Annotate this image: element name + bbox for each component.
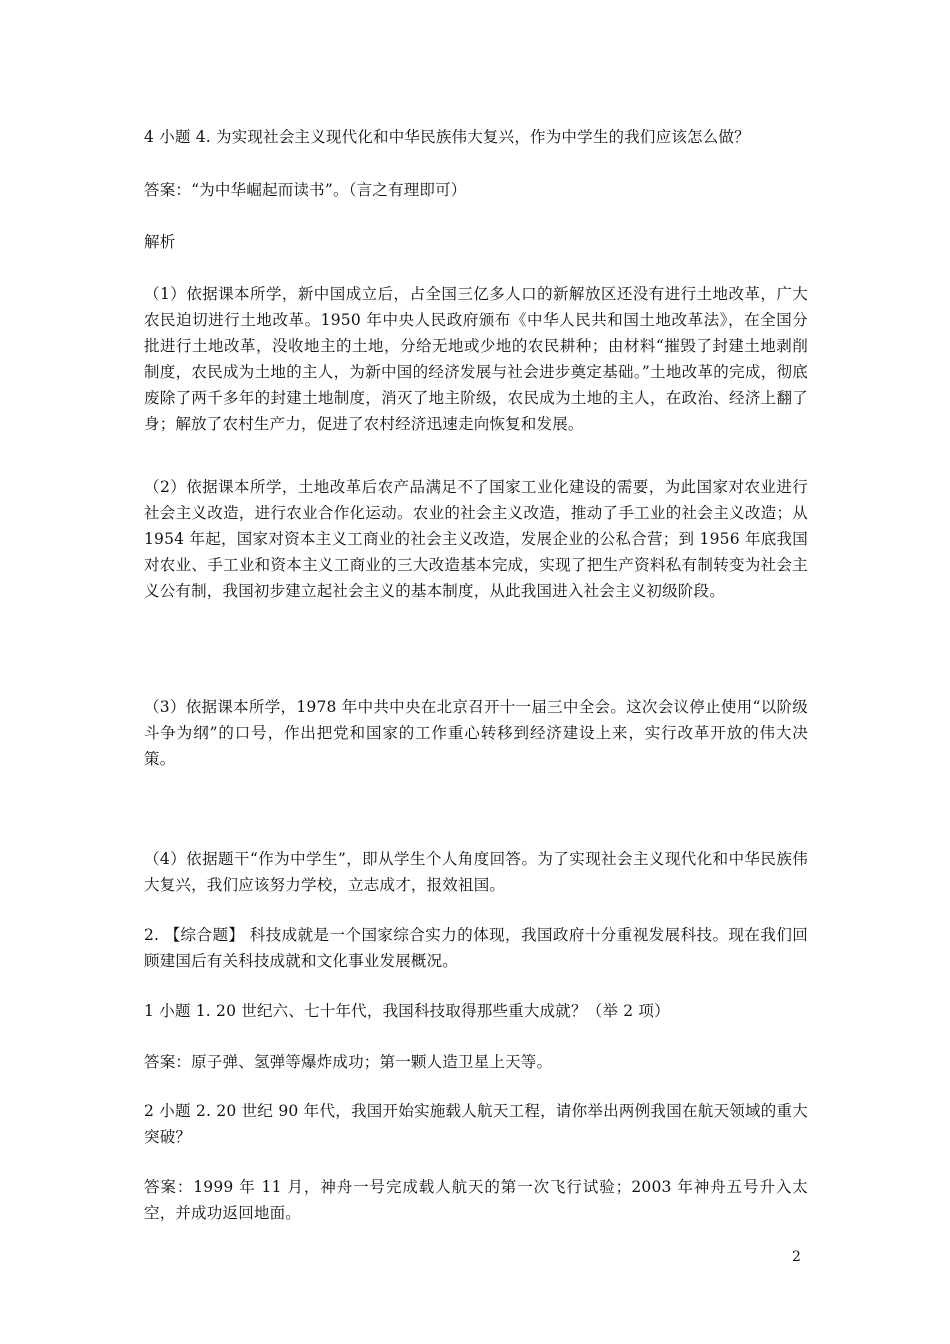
analysis-part-3: （3）依据课本所学，1978 年中共中央在北京召开十一届三中全会。这次会议停止使用“以阶级斗争为纲”的口号，作出把党和国家的工作重心转移到经济建设上来，实行改革开放的伟大决策。 xyxy=(144,698,808,768)
question-2-intro: 2. 【综合题】 科技成就是一个国家综合实力的体现，我国政府十分重视发展科技。现在我们回顾建国后有关科技成就和文化事业发展概况。 xyxy=(144,926,808,970)
analysis-part-2: （2）依据课本所学，土地改革后农产品满足不了国家工业化建设的需要，为此国家对农业进行社会主义改造，进行农业合作化运动。农业的社会主义改造，推动了手工业的社会主义改造；从 1954 年起，国家对资本主义工商业的社会主义改造，发展企业的公私合营；到 1956 年底我国对农业、手工业和资本主义工商业的三大改造基本完成，实现了把生产资料私有制转变为社会主义公有制，我国初步建立起社会主义的基本制度，从此我国进入社会主义初级阶段。 xyxy=(144,478,808,600)
analysis-part-1: （1）依据课本所学，新中国成立后，占全国三亿多人口的新解放区还没有进行土地改革，广大农民迫切进行土地改革。1950 年中央人民政府颁布《中华人民共和国土地改革法》，在全国分批进行土地改革，没收地主的土地，分给无地或少地的农民耕种；由材料“摧毁了封建土地剥削制度，农民成为土地的主人，为新中国的经济发展与社会进步奠定基础。”土地改革的完成，彻底废除了两千多年的封建土地制度，消灭了地主阶级，农民成为土地的主人，在政治、经济上翻了身；解放了农村生产力，促进了农村经济迅速走向恢复和发展。 xyxy=(144,285,808,433)
subquestion-1-prompt: 1 小题 1. 20 世纪六、七十年代，我国科技取得那些重大成就？（举 2 项） xyxy=(144,1002,670,1020)
page-number: 2 xyxy=(792,1249,801,1265)
analysis-part-4: （4）依据题干“作为中学生”，即从学生个人角度回答。为了实现社会主义现代化和中华民族伟大复兴，我们应该努力学校，立志成才，报效祖国。 xyxy=(144,850,808,894)
analysis-heading: 解析 xyxy=(144,233,176,251)
question-4-answer: 答案：“为中华崛起而读书”。（言之有理即可） xyxy=(144,181,467,199)
subquestion-2-answer: 答案：1999 年 11 月，神舟一号完成载人航天的第一次飞行试验；2003 年神舟五号升入太空，并成功返回地面。 xyxy=(144,1178,808,1222)
subquestion-2-prompt: 2 小题 2. 20 世纪 90 年代，我国开始实施载人航天工程，请你举出两例我国在航天领域的重大突破？ xyxy=(144,1102,808,1146)
question-4-prompt: 4 小题 4. 为实现社会主义现代化和中华民族伟大复兴，作为中学生的我们应该怎么做？ xyxy=(144,128,750,146)
subquestion-1-answer: 答案：原子弹、氢弹等爆炸成功；第一颗人造卫星上天等。 xyxy=(144,1053,553,1071)
